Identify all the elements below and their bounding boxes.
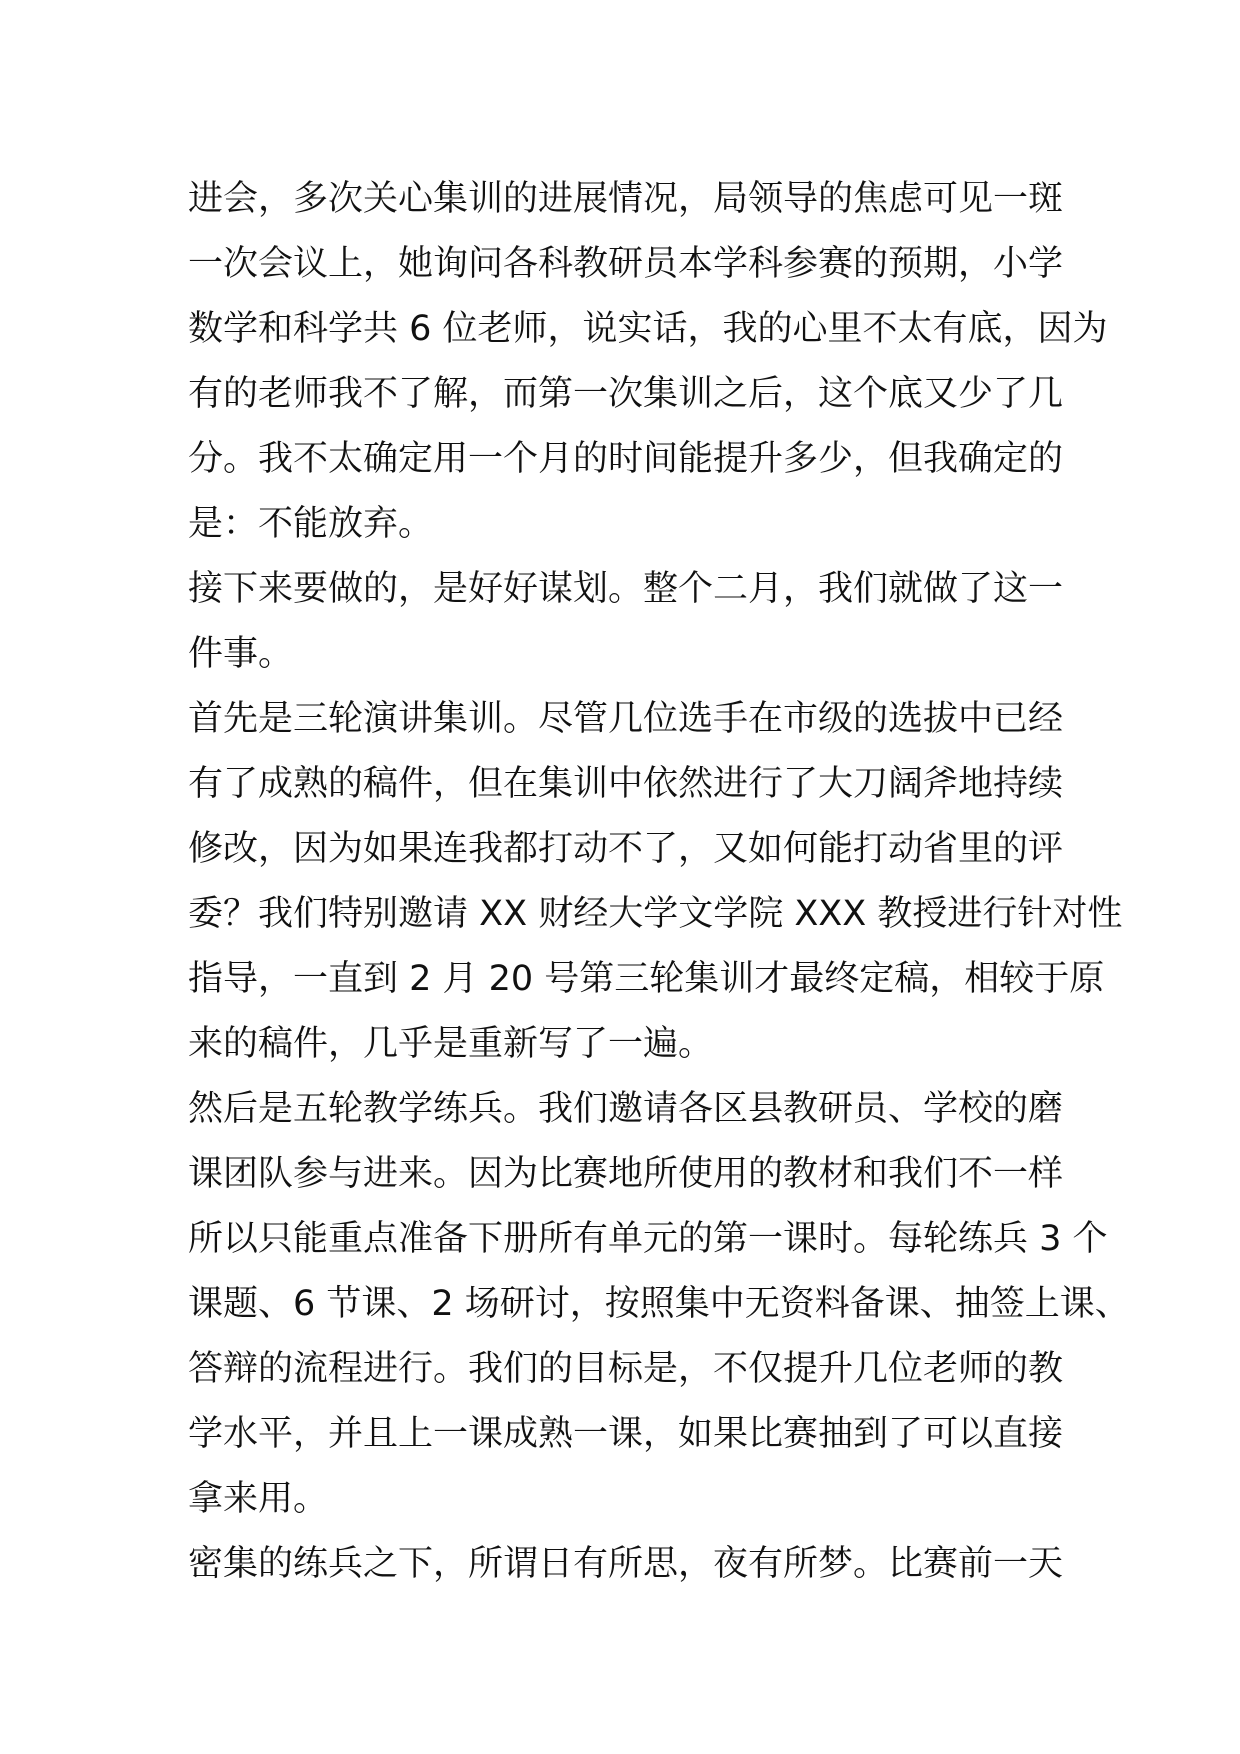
body-text [188, 167, 1130, 1597]
text-line: 分。我不太确定用一个月的时间能提升多少，但我确定的 [188, 439, 1064, 479]
text-line: 接下来要做的，是好好谋划。整个二月，我们就做了这一 [188, 569, 1064, 609]
text-line: 来的稿件，几乎是重新写了一遍。 [188, 1024, 714, 1064]
text-line: 数学和科学共 6 位老师，说实话，我的心里不太有底，因为 [188, 309, 1108, 349]
text-line: 拿来用。 [188, 1479, 329, 1519]
text-line: 课团队参与进来。因为比赛地所使用的教材和我们不一样 [188, 1154, 1064, 1194]
text-line: 学水平，并且上一课成熟一课，如果比赛抽到了可以直接 [188, 1414, 1064, 1454]
text-line: 答辩的流程进行。我们的目标是，不仅提升几位老师的教 [188, 1349, 1064, 1389]
text-line: 件事。 [188, 634, 294, 674]
text-line: 课题、6 节课、2 场研讨，按照集中无资料备课、抽签上课、 [188, 1284, 1130, 1324]
text-line: 进会，多次关心集训的进展情况，局领导的焦虑可见一斑 [188, 179, 1064, 219]
text-line: 委？我们特别邀请 XX 财经大学文学院 XXX 教授进行针对性 [188, 894, 1123, 934]
text-line: 修改，因为如果连我都打动不了，又如何能打动省里的评 [188, 829, 1064, 869]
text-line: 有的老师我不了解，而第一次集训之后，这个底又少了几 [188, 374, 1064, 414]
text-line: 密集的练兵之下，所谓日有所思，夜有所梦。比赛前一天 [188, 1544, 1064, 1584]
text-line: 有了成熟的稿件，但在集训中依然进行了大刀阔斧地持续 [188, 764, 1064, 804]
text-line: 一次会议上，她询问各科教研员本学科参赛的预期，小学 [188, 244, 1064, 284]
text-line: 所以只能重点准备下册所有单元的第一课时。每轮练兵 3 个 [188, 1219, 1108, 1259]
text-line: 首先是三轮演讲集训。尽管几位选手在市级的选拔中已经 [188, 699, 1064, 739]
text-line: 然后是五轮教学练兵。我们邀请各区县教研员、学校的磨 [188, 1089, 1064, 1129]
text-line: 指导，一直到 2 月 20 号第三轮集训才最终定稿，相较于原 [188, 959, 1105, 999]
text-line: 是：不能放弃。 [188, 504, 434, 544]
